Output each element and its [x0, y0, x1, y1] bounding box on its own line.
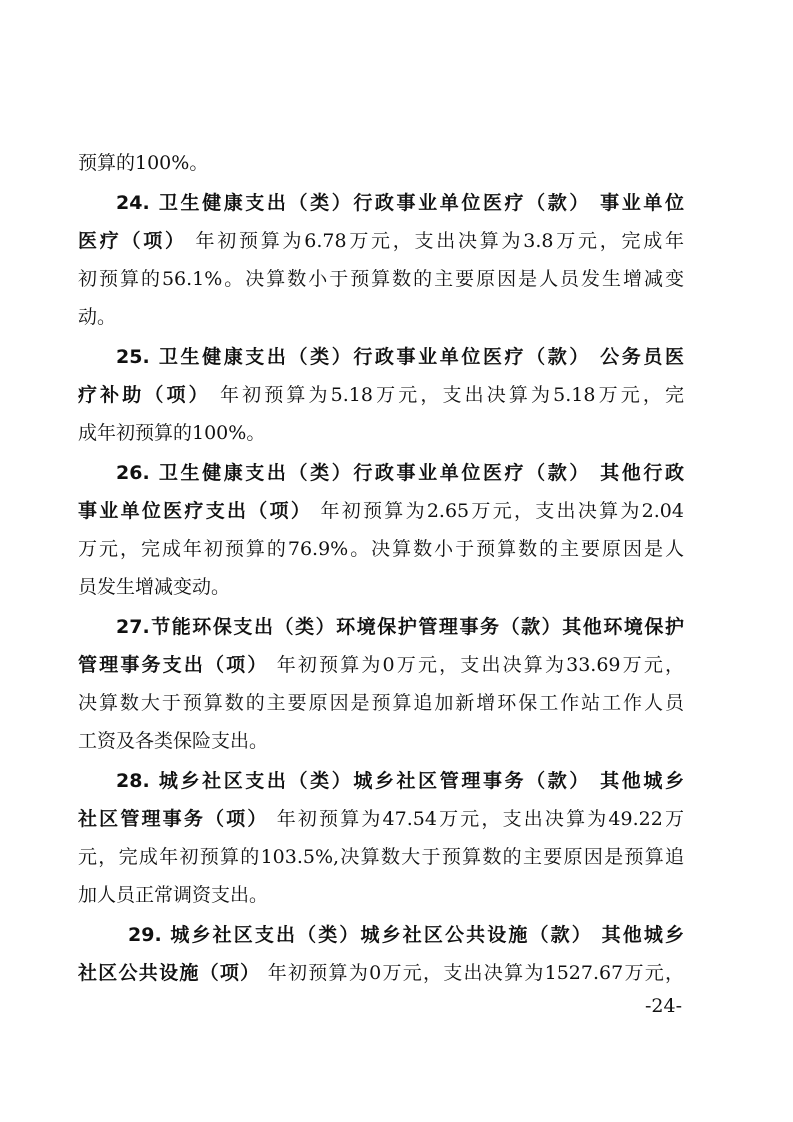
- section-heading-27: [116, 614, 684, 640]
- text-line: [78, 420, 684, 446]
- text-line: [78, 228, 684, 254]
- text-line: [78, 150, 684, 176]
- text-line: [78, 536, 684, 562]
- item-label: 事业单位医疗支出（项）: [78, 500, 313, 522]
- page-number: -24-: [645, 995, 683, 1017]
- text-line: [78, 728, 684, 754]
- text-span: 年初预算为2.65万元，支出决算为2.04: [320, 500, 684, 522]
- text-span: 年初预算为5.18万元，支出决算为5.18万元，完: [219, 384, 684, 406]
- text-line: [78, 498, 684, 524]
- section-heading-26: [116, 460, 684, 486]
- heading-text: 26. 卫生健康支出（类）行政事业单位医疗（款） 其他行政: [116, 462, 684, 484]
- heading-text: 28. 城乡社区支出（类）城乡社区管理事务（款） 其他城乡: [116, 770, 684, 792]
- text-span: 年初预算为0万元，支出决算为1527.67万元，: [267, 962, 684, 984]
- text-line: [78, 690, 684, 716]
- text-line: [78, 304, 684, 330]
- item-label: 管理事务支出（项）: [78, 654, 269, 676]
- text-span: 万元，完成年初预算的76.9%。决算数小于预算数的主要原因是人: [78, 538, 684, 560]
- text-line: [78, 960, 684, 986]
- heading-text: 29. 城乡社区支出（类）城乡社区公共设施（款） 其他城乡: [128, 924, 684, 946]
- section-heading-24: [116, 190, 684, 216]
- item-label: 疗补助（项）: [78, 384, 211, 406]
- text-span: 年初预算为0万元，支出决算为33.69万元，: [276, 654, 685, 676]
- heading-text: 25. 卫生健康支出（类）行政事业单位医疗（款） 公务员医: [116, 346, 684, 368]
- text-line: [78, 266, 684, 292]
- heading-text: 24. 卫生健康支出（类）行政事业单位医疗（款） 事业单位: [116, 192, 684, 214]
- item-label: 医疗（项）: [78, 230, 187, 252]
- item-label: 社区公共设施（项）: [78, 962, 261, 984]
- heading-text: 27.节能环保支出（类）环境保护管理事务（款）其他环境保护: [116, 616, 684, 638]
- text-line: [78, 652, 684, 678]
- section-heading-28: [116, 768, 684, 794]
- text-span: 初预算的56.1%。决算数小于预算数的主要原因是人员发生增减变: [78, 268, 684, 290]
- text-span: 成年初预算的100%。: [78, 422, 266, 444]
- text-span: 工资及各类保险支出。: [78, 730, 269, 752]
- text-span: 加人员正常调资支出。: [78, 884, 269, 906]
- text-line: [78, 574, 684, 600]
- text-span: 动。: [78, 306, 117, 328]
- text-span: 决算数大于预算数的主要原因是预算追加新增环保工作站工作人员: [78, 692, 684, 714]
- text-span: 预算的100%。: [78, 152, 209, 174]
- item-label: 社区管理事务（项）: [78, 808, 269, 830]
- text-span: 年初预算为6.78万元，支出决算为3.8万元，完成年: [195, 230, 684, 252]
- text-line: [78, 844, 684, 870]
- text-span: 员发生增减变动。: [78, 576, 231, 598]
- text-line: [78, 882, 684, 908]
- section-heading-25: [116, 344, 684, 370]
- text-line: [78, 806, 684, 832]
- text-span: 元，完成年初预算的103.5%,决算数大于预算数的主要原因是预算追: [78, 846, 684, 868]
- section-heading-29: [128, 922, 684, 948]
- text-line: [78, 382, 684, 408]
- text-span: 年初预算为47.54万元，支出决算为49.22万: [276, 808, 684, 830]
